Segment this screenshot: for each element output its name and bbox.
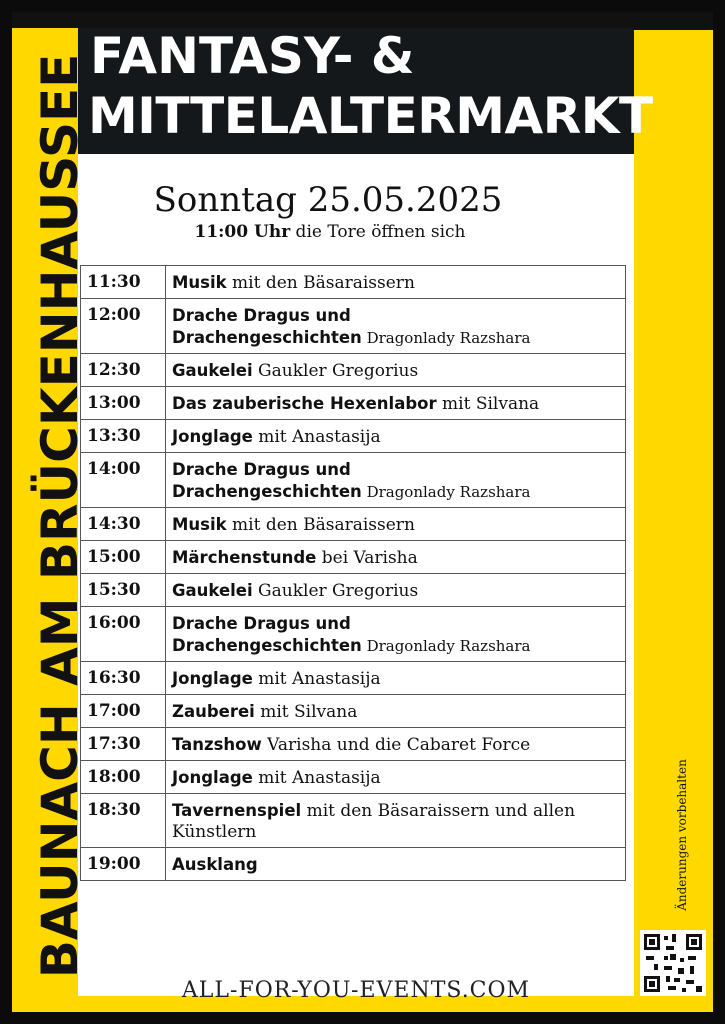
activity-detail: Varisha und die Cabaret Force [261, 735, 531, 755]
schedule-row [81, 508, 626, 541]
schedule-time: 17:00 [81, 695, 166, 728]
schedule-row [81, 695, 626, 728]
activity-detail: mit Anastasija [252, 427, 381, 447]
activity-name: Tanzshow [172, 735, 262, 754]
opening-text: die Tore öffnen sich [290, 222, 466, 242]
opening-line [90, 222, 570, 242]
schedule-table [80, 265, 626, 881]
activity-name: Ausklang [172, 855, 258, 874]
schedule-row [81, 574, 626, 607]
activity-name: Musik [172, 273, 227, 292]
schedule-row [81, 387, 626, 420]
schedule-time: 12:00 [81, 299, 166, 354]
schedule-activity [166, 761, 626, 794]
activity-name: Tavernenspiel [172, 801, 302, 820]
activity-name: Drache Dragus und Drachengeschichten [172, 306, 362, 347]
activity-detail: mit Anastasija [252, 669, 381, 689]
activity-name: Jonglage [172, 768, 253, 787]
schedule-time: 12:30 [81, 354, 166, 387]
schedule-row [81, 453, 626, 508]
schedule-activity [166, 728, 626, 761]
schedule-row [81, 266, 626, 299]
activity-detail: mit den Bäsaraissern und allen Künstlern [172, 801, 576, 842]
schedule-activity [166, 420, 626, 453]
activity-name: Gaukelei [172, 581, 253, 600]
schedule-activity [166, 299, 626, 354]
activity-detail: mit den Bäsaraissern [226, 273, 415, 293]
activity-detail: mit Anastasija [252, 768, 381, 788]
schedule-activity [166, 794, 626, 848]
activity-detail: mit den Bäsaraissern [226, 515, 415, 535]
schedule-time: 13:00 [81, 387, 166, 420]
schedule-time: 16:30 [81, 662, 166, 695]
activity-name: Musik [172, 515, 227, 534]
activity-detail: Dragonlady Razshara [361, 329, 531, 347]
schedule-row [81, 420, 626, 453]
schedule-activity [166, 695, 626, 728]
schedule-time: 15:00 [81, 541, 166, 574]
schedule-row [81, 794, 626, 848]
activity-name: Jonglage [172, 427, 253, 446]
schedule-time: 16:00 [81, 607, 166, 662]
activity-name: Zauberei [172, 702, 255, 721]
qr-code[interactable] [640, 930, 706, 996]
schedule-activity [166, 574, 626, 607]
title-line-2: MITTELALTERMARKT [88, 87, 653, 145]
activity-name: Drache Dragus und Drachengeschichten [172, 460, 362, 501]
schedule-activity [166, 662, 626, 695]
activity-detail: mit Silvana [254, 702, 358, 722]
schedule-row [81, 607, 626, 662]
schedule-row [81, 662, 626, 695]
opening-time: 11:00 Uhr [194, 222, 291, 242]
schedule-row [81, 541, 626, 574]
activity-name: Gaukelei [172, 361, 253, 380]
activity-detail: Dragonlady Razshara [361, 483, 531, 501]
schedule-activity [166, 354, 626, 387]
activity-detail: bei Varisha [316, 548, 418, 568]
schedule-row [81, 848, 626, 881]
activity-detail: Dragonlady Razshara [361, 637, 531, 655]
schedule-time: 18:00 [81, 761, 166, 794]
schedule-time: 14:00 [81, 453, 166, 508]
activity-detail: Gaukler Gregorius [252, 581, 419, 601]
schedule-row [81, 354, 626, 387]
activity-name: Märchenstunde [172, 548, 317, 567]
activity-detail: mit Silvana [436, 394, 540, 414]
schedule-activity [166, 453, 626, 508]
schedule-activity [166, 541, 626, 574]
schedule-time: 15:30 [81, 574, 166, 607]
schedule-time: 19:00 [81, 848, 166, 881]
schedule-time: 13:30 [81, 420, 166, 453]
activity-name: Jonglage [172, 669, 253, 688]
activity-name: Das zauberische Hexenlabor [172, 394, 437, 413]
schedule-activity [166, 266, 626, 299]
schedule-time: 11:30 [81, 266, 166, 299]
schedule-time: 14:30 [81, 508, 166, 541]
schedule-activity [166, 848, 626, 881]
schedule-row [81, 728, 626, 761]
schedule-time: 17:30 [81, 728, 166, 761]
schedule-activity [166, 508, 626, 541]
schedule-time: 18:30 [81, 794, 166, 848]
location-vertical-text: BAUNACH AM BRÜCKENHAUSSEE [31, 53, 89, 979]
schedule-row [81, 761, 626, 794]
activity-detail: Gaukler Gregorius [252, 361, 419, 381]
schedule-activity [166, 607, 626, 662]
activity-name: Drache Dragus und Drachengeschichten [172, 614, 362, 655]
side-note: Änderungen vorbehalten [675, 759, 689, 911]
qr-code-icon [640, 930, 706, 996]
footer-website[interactable]: ALL-FOR-YOU-EVENTS.COM [181, 978, 531, 1003]
schedule-activity [166, 387, 626, 420]
schedule-row [81, 299, 626, 354]
title-line-1: FANTASY- & [90, 27, 415, 85]
event-date: Sonntag 25.05.2025 [153, 180, 503, 220]
